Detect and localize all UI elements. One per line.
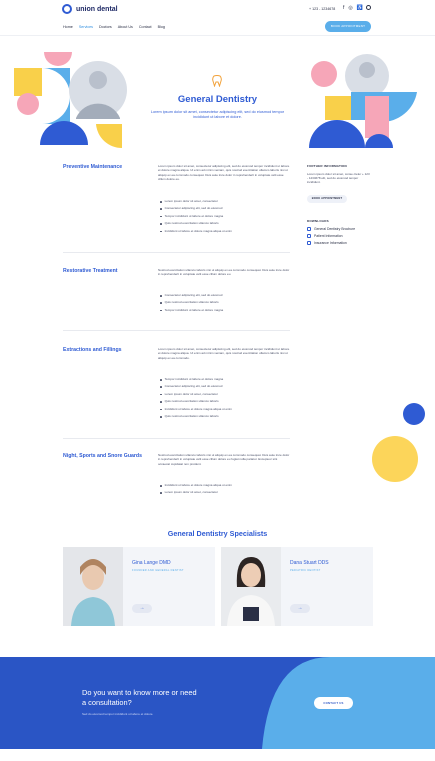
further-information-heading: FURTHER INFORMATION [307, 164, 347, 168]
social-links [343, 5, 363, 11]
cta-heading: Do you want to know more or need a consultation? [82, 688, 197, 707]
page-subtitle: Lorem ipsum dolor sit amet, consectetur adipiscing elit, sed do eiusmod tempor incididunt ut labore et dolore. [150, 110, 285, 120]
pink-circle-shape [17, 93, 39, 115]
list-item: Lorem ipsum dolor sit amet, consectetur [160, 391, 288, 398]
specialist-role: FOUNDER AND GENERAL DENTIST [132, 569, 184, 572]
section-list-extractions [160, 376, 288, 420]
section-text-guards: Nostrud exercitation ullamco laboris nisi ut aliquip ex ea commodo consequat. Duis aute irure dolor in reprehenderit in voluptate velit esse cillum dolore eu fugiat nulla pariatur. Excepteur sint occaecat cupidatat non proident. [158, 453, 290, 466]
page-title: General Dentistry [177, 94, 258, 105]
site-header [0, 0, 435, 36]
child-photo-figure [359, 62, 375, 78]
dentist-photo-figure [89, 71, 107, 89]
cta-subtitle: Sed do eiusmod tempor incididunt ut labore et dolore. [82, 712, 154, 716]
sidebar-book-appointment-button[interactable]: BOOK APPOINTMENT [307, 195, 347, 203]
list-item: Consectetur adipiscing elit, sed do eiusmod [160, 383, 288, 390]
list-item: Incididunt ut labore et dolore magna aliqua ut enim [160, 406, 288, 413]
brand-name: union dental [76, 5, 118, 13]
section-text-restorative: Nostrud exercitation ullamco laboris nisi ut aliquip ex ea commodo consequat. Duis aute irure dolor in reprehenderit in voluptate velit esse cillum dolore eu. [158, 268, 290, 277]
section-divider [63, 438, 290, 439]
tooth-logo-icon [62, 4, 72, 14]
facebook-icon[interactable]: f [343, 5, 345, 11]
further-information-text: Lorem ipsum dolor sit amet, conse ctetur + 123 - 1234678 elit, sed do eiusmod tempor incididunt. [307, 172, 370, 185]
side-decoration-circles [370, 402, 435, 484]
book-appointment-button[interactable]: BOOK APPOINTMENT [325, 21, 371, 32]
list-item: Quis nostrud exercitation ullamco laboris [160, 220, 288, 227]
cta-decoration [0, 657, 435, 749]
pink-rect-shape [365, 96, 389, 138]
section-divider [63, 252, 290, 253]
download-label: Insurance Information [314, 241, 347, 245]
section-list-guards [160, 482, 288, 497]
section-title-guards: Night, Sports and Snore Guards [63, 453, 142, 459]
accessibility-icon[interactable]: ♿ [356, 5, 363, 11]
nav-services[interactable]: Services [78, 25, 93, 29]
list-item: Tempor incididunt ut labore et dolore magna [160, 307, 288, 314]
list-item: Quis nostrud exercitation ullamco laboris [160, 413, 288, 420]
nav-contact[interactable]: Contact [138, 25, 152, 29]
nav-home[interactable]: Home [63, 25, 73, 29]
section-divider [63, 330, 290, 331]
navy-circle-shape [403, 403, 425, 425]
section-title-restorative: Restorative Treatment [63, 268, 118, 274]
list-item: Lorem ipsum dolor sit amet, consectetur [160, 198, 288, 205]
cta-banner [0, 657, 435, 749]
specialist-portrait [221, 547, 281, 626]
download-link-insurance-info[interactable] [307, 241, 347, 245]
tooth-icon [212, 75, 222, 87]
brand-logo[interactable] [62, 4, 118, 14]
yellow-square-shape [325, 96, 351, 120]
list-item: Consectetur adipiscing elit, sed do eiusmod [160, 292, 288, 299]
specialist-card [221, 547, 373, 626]
list-item: Quis nostrud exercitation ullamco laboris [160, 398, 288, 405]
document-icon [307, 241, 311, 245]
nav-doctors[interactable]: Doctors [98, 25, 112, 29]
pink-circle-shape [311, 61, 337, 87]
section-text-extractions: Lorem ipsum dolor sit amet, consectetur adipiscing elit, sed do eiusmod tempor incididunt ut labore et dolore magna aliqua. Ut enim ad minim veniam, quis nostrud exercitation ullamco laboris nisi ut aliquip ex ea commodo. [158, 347, 290, 360]
list-item: Consectetur adipiscing elit, sed do eiusmod [160, 205, 288, 212]
instagram-icon[interactable]: ◎ [348, 5, 353, 11]
yellow-circle-shape [372, 436, 418, 482]
specialists-heading: General Dentistry Specialists [167, 529, 268, 538]
yellow-quarter-shape [96, 124, 122, 148]
blue-halfcircle-shape [42, 68, 70, 124]
specialist-portrait [63, 547, 123, 626]
section-list-preventive [160, 198, 288, 235]
document-icon [307, 234, 311, 238]
specialist-role: PEDIATRIC DENTIST [290, 569, 321, 572]
pink-semicircle-shape [44, 52, 72, 66]
specialist-card [63, 547, 215, 626]
hero-decoration-right [305, 52, 425, 152]
document-icon [307, 227, 311, 231]
list-item: Lorem ipsum dolor sit amet, consectetur [160, 489, 288, 496]
section-title-preventive: Preventive Maintenance [63, 164, 123, 170]
download-label: General Dentistry Brochure [314, 227, 356, 231]
navy-semicircle-shape [40, 121, 88, 145]
main-nav [63, 25, 165, 29]
list-item: Quis nostrud exercitation ullamco laboris [160, 299, 288, 306]
download-link-brochure[interactable] [307, 227, 355, 231]
section-list-restorative [160, 292, 288, 314]
specialist-name: Gina Lange DMD [132, 560, 171, 566]
downloads-heading: DOWNLOADS [307, 219, 329, 223]
nav-about-us[interactable]: About Us [117, 25, 133, 29]
nav-blog[interactable]: Blog [157, 25, 165, 29]
list-item: Incididunt ut labore et dolore magna aliqua ut enim [160, 482, 288, 489]
hero-decoration-left [0, 40, 140, 160]
list-item: Incididunt ut labore et dolore magna aliqua ut enim [160, 228, 288, 235]
arrow-right-icon[interactable]: → [290, 604, 310, 613]
section-text-preventive: Lorem ipsum dolor sit amet, consectetur adipiscing elit, sed do eiusmod tempor incididunt ut labore et dolore magna aliqua. Ut enim ad minim veniam, quis nostrud exercitation ullamco laboris nisi ut aliquip ex ea commodo consequat. Duis aute irure dolor in reprehenderit in voluptate velit esse cillum dolore eu. [158, 164, 290, 181]
search-icon[interactable] [366, 5, 371, 10]
download-label: Patient Information [314, 234, 343, 238]
contact-us-button[interactable]: CONTACT US [314, 697, 353, 709]
list-item: Tempor incididunt ut labore et dolore magna [160, 213, 288, 220]
footer [0, 749, 435, 761]
navy-semicircle-shape [309, 120, 365, 148]
list-item: Tempor incididunt ut labore et dolore magna [160, 376, 288, 383]
arrow-right-icon[interactable]: → [132, 604, 152, 613]
specialist-photo [63, 547, 123, 626]
download-link-patient-info[interactable] [307, 234, 342, 238]
section-title-extractions: Extractions and Fillings [63, 347, 122, 353]
specialist-name: Dana Stuart DDS [290, 560, 329, 566]
specialist-photo [221, 547, 281, 626]
yellow-square-shape [14, 68, 42, 96]
header-phone[interactable]: + 123 - 1234678 [309, 7, 336, 11]
